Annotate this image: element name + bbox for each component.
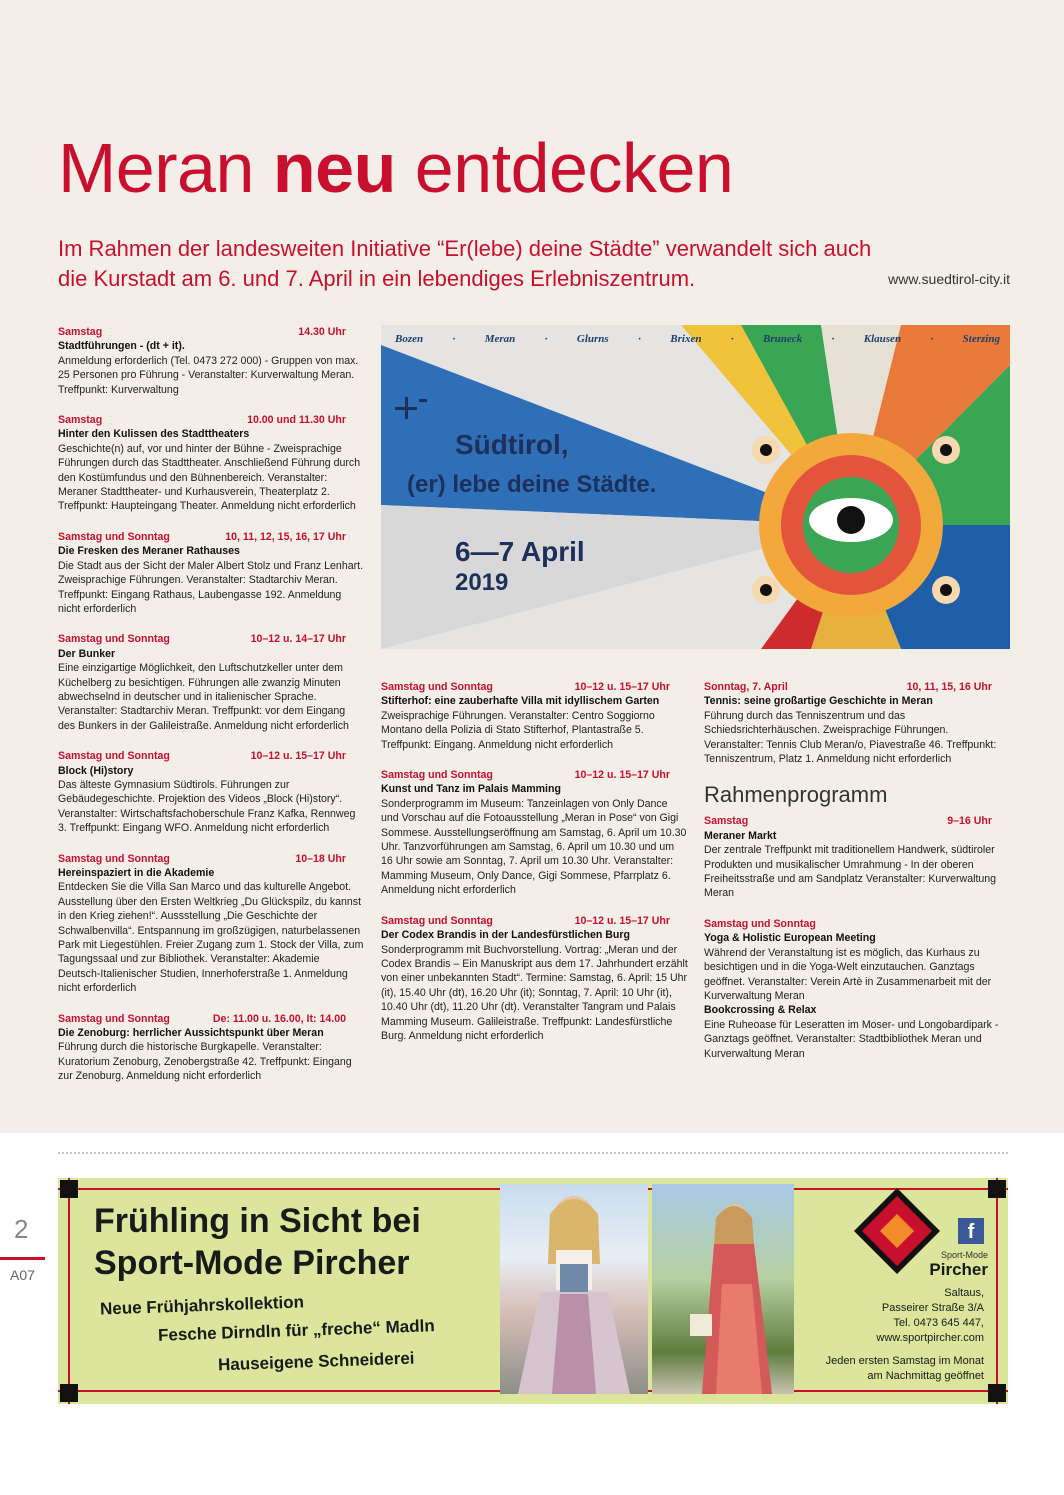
event-day: Samstag und Sonntag xyxy=(704,917,816,930)
event-description: Eine Ruheoase für Leseratten im Moser- und Longobardipark - Ganztags geöffnet. Veranstalter: Stadtbibliothek Meran und Kurverwaltung Meran xyxy=(704,1018,999,1060)
event-day: Samstag und Sonntag xyxy=(58,852,170,865)
event-entry xyxy=(704,917,1010,1061)
facebook-icon[interactable]: f xyxy=(958,1218,984,1244)
banner-date: 6—7 April xyxy=(455,536,585,567)
event-day: Samstag xyxy=(704,815,749,828)
event-time: 9–16 Uhr xyxy=(947,815,992,828)
event-time: De: 11.00 u. 16.00, It: 14.00 xyxy=(212,1012,346,1025)
events-column-1 xyxy=(58,325,364,1100)
crop-mark-top-right xyxy=(988,1180,1006,1198)
event-schedule xyxy=(58,1012,364,1026)
event-entry xyxy=(58,1012,364,1084)
event-time: 14.30 Uhr xyxy=(298,326,346,338)
event-title: Block (Hi)story xyxy=(58,764,134,777)
city-separator: · xyxy=(930,333,934,345)
events-column-3 xyxy=(704,680,1010,1077)
event-time: 10–12 u. 15–17 Uhr xyxy=(574,681,670,693)
city-separator: · xyxy=(730,333,734,345)
event-time: 10–12 u. 15–17 Uhr xyxy=(250,750,346,763)
event-schedule xyxy=(58,632,364,646)
city-separator: · xyxy=(452,333,456,345)
event-title: Der Codex Brandis in der Landesfürstlichen Burg xyxy=(381,929,630,942)
event-schedule xyxy=(704,680,1010,694)
banner-city: Klausen xyxy=(863,333,902,345)
event-time: 10–18 Uhr xyxy=(295,852,346,865)
ad-frame-right xyxy=(996,1178,998,1404)
event-day: Samstag und Sonntag xyxy=(58,633,170,646)
banner-year: 2019 xyxy=(455,569,509,596)
event-description: Eine einzigartige Möglichkeit, den Luftschutzkeller unter dem Küchelberg zu besichtigen. Führungen alle zwanzig Minuten abwechselnd in deutscher und in italienischer Sprache. Veranstalter: Stadtarchiv Meran. Treffpunkt: vor dem Eingang des Bunkers in der Galileistraße. Anmeldung nicht erforderlich xyxy=(58,662,349,732)
event-title: Der Bunker xyxy=(58,647,116,660)
event-day: Sonntag, 7. April xyxy=(704,681,788,693)
event-entry xyxy=(704,814,1010,900)
event-description: Der zentrale Treffpunkt mit traditionellem Handwerk, südtiroler Produkten und musikalischer Umrahmung - In der oberen Freiheitsstraße und am Sandplatz Veranstalter: Kurverwaltung Meran xyxy=(704,844,997,900)
event-schedule xyxy=(381,768,688,782)
city-separator: · xyxy=(638,333,641,345)
event-schedule xyxy=(704,917,1010,931)
event-schedule xyxy=(58,413,364,427)
event-description: Führung durch das Tenniszentrum und das Schiedsrichterhäuschen. Zweisprachige Führungen. Veranstalter: Tennis Club Meran/o, Piavestraße 46. Treffpunkt: Tenniszentrum, Platz 1. Anmeldung nicht erforderlich xyxy=(704,709,997,766)
ad-headline xyxy=(94,1200,421,1284)
event-title: Stifterhof: eine zauberhafte Villa mit idyllischem Garten xyxy=(381,695,660,708)
banner-slogan: (er) lebe deine Städte. xyxy=(407,471,657,498)
banner-city: Sterzing xyxy=(962,333,1000,345)
ad-photo-dirndl xyxy=(500,1184,648,1394)
event-schedule xyxy=(381,914,688,928)
event-day: Samstag xyxy=(58,414,103,427)
event-entry xyxy=(58,852,364,996)
event-title: Hereinspaziert in die Akademie xyxy=(58,867,215,879)
event-entry xyxy=(58,530,364,616)
event-title: Die Zenoburg: herrlicher Aussichtspunkt über Meran xyxy=(58,1027,324,1040)
event-time: 10.00 und 11.30 Uhr xyxy=(247,414,346,427)
event-description: Führung durch die historische Burgkapelle. Veranstalter: Kuratorium Zenoburg, Zenobergstraße 42. Treffpunkt: Eingang zur Zenoburg. Anmeldung nicht erforderlich xyxy=(58,1041,352,1083)
banner-city: Bruneck xyxy=(763,333,803,345)
event-title: Meraner Markt xyxy=(704,829,777,842)
banner-title: Südtirol, xyxy=(455,429,569,460)
event-entry xyxy=(381,680,688,752)
event-description: Zweisprachige Führungen. Veranstalter: Centro Soggiorno Montano della Polizia di Stato Stifterhof, Plantastraße 5. Treffpunkt: Eingang. Anmeldung nicht erforderlich xyxy=(381,709,655,751)
event-schedule xyxy=(704,814,1010,828)
banner-city: Bozen xyxy=(395,333,424,345)
city-separator: · xyxy=(831,333,835,345)
event-schedule xyxy=(58,852,364,866)
page-subtitle: Im Rahmen der landesweiten Initiative “Er(lebe) deine Städte” verwandelt sich auch die Kurstadt am 6. und 7. April in ein lebendiges Erlebniszentrum. xyxy=(58,236,872,291)
event-description: Sonderprogramm mit Buchvorstellung. Vortrag: „Meran und der Codex Brandis – Ein Manuskript aus dem 17. Jahrhundert erzählt von einer unbekannten Stadt“. Termine: Samstag, 6. April: 15 Uhr (it), 15.40 Uhr (dt), 16.20 Uhr (it); Sonntag, 7. April: 10 Uhr (it), 10.40 Uhr (dt), 11.20 Uhr (dt). Veranstalter Tangram und Palais Mamming Museum. Galileistraße. Treffpunkt: Landesfürstliche Burg. Anmeldung nicht erforderlich xyxy=(381,943,688,1042)
advertisement-sport-mode-pircher[interactable] xyxy=(58,1178,1008,1404)
event-day: Samstag und Sonntag xyxy=(58,750,170,763)
events-column-2 xyxy=(381,680,688,1059)
event-description: Sonderprogramm im Museum: Tanzeinlagen von Only Dance und Vorschau auf die Fotoausstellung „Meran in Pose“ von Gigi Sommese. Ausstellungseröffnung am Samstag, 6. April um 10.30 Uhr. Tanzvorführungen am Samstag, 6. April um 10.30 und um 16 Uhr sowie am Sonntag, 7. April um 10.30 Uhr. Veranstalter: Mamming Museum, Only Dance, Gigi Sommese, Pfarrplatz 6. Anmeldung nicht erforderlich xyxy=(381,797,687,897)
crop-mark-top-left xyxy=(60,1180,78,1198)
event-title: Bookcrossing & Relax xyxy=(704,1004,817,1017)
page-number-rule xyxy=(0,1257,45,1260)
source-url[interactable]: www.suedtirol-city.it xyxy=(888,271,1010,287)
banner-city-list xyxy=(395,333,1000,345)
logo-name: Pircher xyxy=(929,1260,988,1279)
ad-phone[interactable]: Tel. 0473 645 447, xyxy=(893,1317,984,1329)
event-time: 10, 11, 12, 15, 16, 17 Uhr xyxy=(225,530,346,543)
event-title: Hinter den Kulissen des Stadttheaters xyxy=(58,428,250,441)
ad-photo-dress xyxy=(652,1184,794,1394)
event-day: Samstag xyxy=(58,326,103,338)
page-code: A07 xyxy=(10,1267,35,1283)
dotted-divider xyxy=(58,1152,1008,1154)
banner-city: Brixen xyxy=(670,333,702,345)
crop-mark-bottom-left xyxy=(60,1384,78,1402)
ad-headline-line-2: Sport-Mode Pircher xyxy=(94,1244,410,1282)
event-day: Samstag und Sonntag xyxy=(381,769,493,782)
ad-hours-line-2: am Nachmittag geöffnet xyxy=(867,1370,984,1382)
event-schedule xyxy=(58,530,364,544)
event-time: 10, 11, 15, 16 Uhr xyxy=(906,681,992,693)
crop-mark-bottom-right xyxy=(988,1384,1006,1402)
ad-website-link[interactable]: www.sportpircher.com xyxy=(876,1332,984,1344)
event-entry xyxy=(704,680,1010,766)
event-time: 10–12 u. 14–17 Uhr xyxy=(250,633,346,646)
ad-address-line-2: Passeirer Straße 3/A xyxy=(881,1302,984,1314)
event-entry xyxy=(58,325,364,397)
ad-frame-left xyxy=(68,1178,70,1404)
banner-city: Glurns xyxy=(576,333,609,345)
banner-city: Meran xyxy=(484,333,516,345)
page-title: Meran neu entdecken xyxy=(58,129,734,207)
ad-feature-1: Neue Frühjahrskollektion xyxy=(99,1292,305,1319)
event-description: Entdecken Sie die Villa San Marco und das kulturelle Angebot. Ausstellung über den Ersten Weltkrieg „Du Glückspilz, du kannst in den Krieg ziehen!“. Aussstellung „Die Geschichte der Schwalbenvilla“. Entspannung im großzügigen, naturbelassenen Park mit Liegestühlen. Freier Zugang zum 1. Stock der Villa, zum Tagungssaal und zur Bibliothek. Veranstalter: Akademie Deutsch-Italienischer Studien, Innerhoferstraße 1. Anmeldung nicht erforderlich xyxy=(58,881,364,995)
campaign-banner xyxy=(381,325,1010,649)
ad-address-line-1: Saltaus, xyxy=(944,1287,984,1299)
ad-feature-2: Fesche Dirndln für „freche“ Madln xyxy=(157,1316,435,1345)
event-description: Geschichte(n) auf, vor und hinter der Bühne - Zweisprachige Führungen durch das Stadttheater. Anschließend Führung durch den Kostümfundus und den Bühnenbereich. Veranstalter: Meraner Stadttheater- und Kurhausverein, Theaterplatz 2. Treffpunkt: Haupteingang Theater. Anmeldung nicht erforderlich xyxy=(58,442,361,513)
ad-contact-block xyxy=(798,1286,984,1384)
event-schedule xyxy=(381,680,688,694)
ad-feature-3: Hauseigene Schneiderei xyxy=(217,1348,415,1375)
event-entry xyxy=(58,632,364,733)
event-description: Anmeldung erforderlich (Tel. 0473 272 000) - Gruppen von max. 25 Personen pro Führung - Veranstalter: Kurverwaltung Meran. Treffpunkt: Kurverwaltung xyxy=(58,354,359,396)
event-day: Samstag und Sonntag xyxy=(381,681,493,693)
event-time: 10–12 u. 15–17 Uhr xyxy=(574,914,670,927)
event-title: Die Fresken des Meraner Rathauses xyxy=(58,545,240,558)
event-title: Yoga & Holistic European Meeting xyxy=(704,932,876,945)
ad-headline-line-1: Frühling in Sicht bei xyxy=(94,1202,421,1240)
logo-subtitle: Sport-Mode xyxy=(940,1250,988,1260)
event-day: Samstag und Sonntag xyxy=(381,914,493,927)
event-title: Tennis: seine großartige Geschichte in Meran xyxy=(704,695,933,708)
event-time: 10–12 u. 15–17 Uhr xyxy=(574,769,670,782)
event-entry xyxy=(381,768,688,898)
event-schedule xyxy=(58,325,364,339)
event-entry xyxy=(58,413,364,514)
event-day: Samstag und Sonntag xyxy=(58,530,170,543)
page-number: 2 xyxy=(14,1214,29,1244)
rahmenprogramm-heading: Rahmenprogramm xyxy=(704,782,888,808)
event-title: Kunst und Tanz im Palais Mamming xyxy=(381,783,561,796)
ad-hours-line-1: Jeden ersten Samstag im Monat xyxy=(825,1355,984,1367)
event-description: Während der Veranstaltung ist es möglich, das Kurhaus zu besichtigen und in die Yoga-Welt einzutauchen. Ganztags geöffnet. Veranstalter: Verein Artè in Zusammenarbeit mit der Kurverwaltung Meran xyxy=(704,946,992,1002)
event-schedule xyxy=(58,749,364,763)
event-entry xyxy=(381,914,688,1044)
city-separator: · xyxy=(544,333,548,345)
event-entry xyxy=(58,749,364,835)
event-title: Stadtführungen - (dt + it). xyxy=(58,340,185,353)
event-description: Das älteste Gymnasium Südtirols. Führungen zur Gebäudegeschichte. Projektion des Videos „Block (Hi)story“. Veranstalter: Wirtschaftsfachoberschule Franz Kafka, Rennweg 3. Treffpunkt: Eingang WFO. Anmeldung nicht erforderlich xyxy=(58,778,356,835)
event-day: Samstag und Sonntag xyxy=(58,1012,170,1025)
event-description: Die Stadt aus der Sicht der Maler Albert Stolz und Franz Lenhart. Zweisprachige Führungen. Veranstalter: Stadtarchiv Meran. Treffpunkt: Eingang Rathaus, Laubengasse 192. Anmeldung nicht erforderlich xyxy=(58,559,364,615)
